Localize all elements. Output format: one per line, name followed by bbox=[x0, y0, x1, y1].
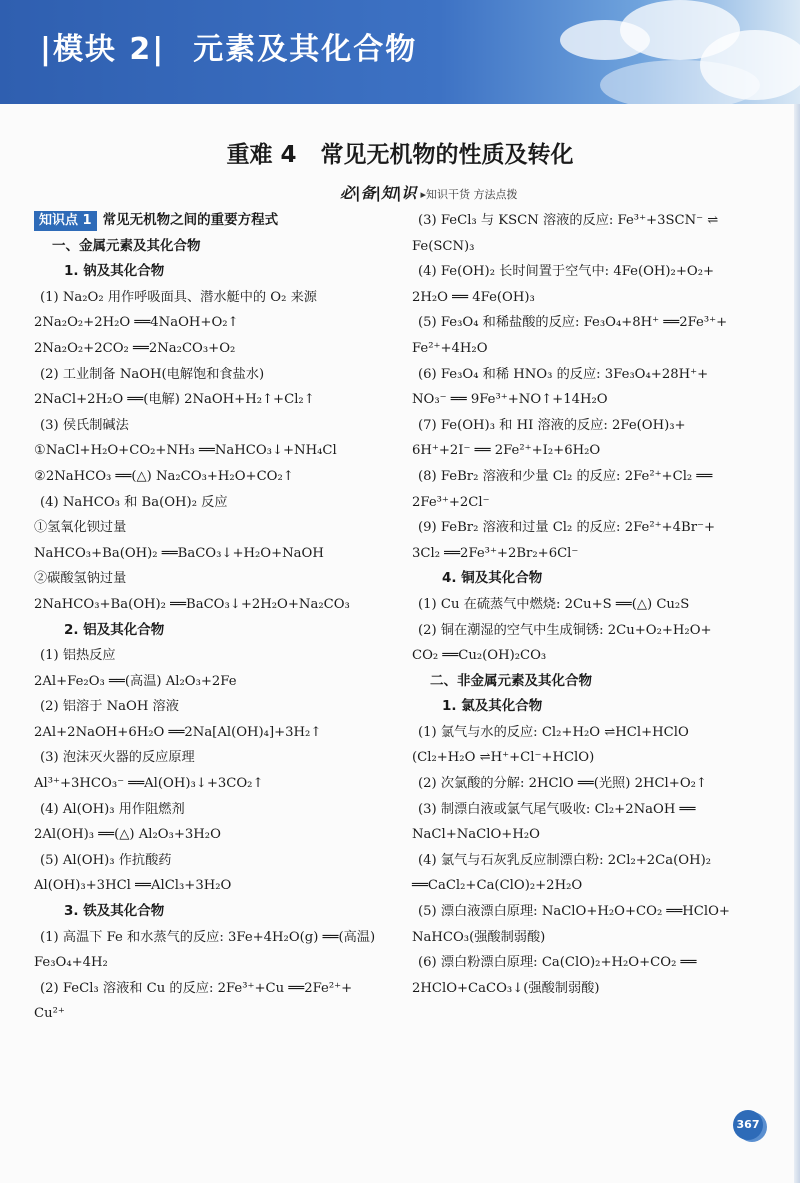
equation-line: Fe₃O₄+4H₂ bbox=[34, 955, 108, 971]
section-label: 重难 4 bbox=[226, 142, 297, 168]
equation-line: (2) 次氯酸的分解: 2HClO ══(光照) 2HCl+O₂↑ bbox=[418, 776, 707, 792]
equation-line: NaHCO₃+Ba(OH)₂ ══BaCO₃↓+H₂O+NaOH bbox=[34, 545, 324, 561]
equation-line: 2Al+Fe₂O₃ ══(高温) Al₂O₃+2Fe bbox=[34, 673, 237, 689]
equation-line: (2) 工业制备 NaOH(电解饱和食盐水) bbox=[40, 366, 265, 382]
equation-line: 2Fe³⁺+2Cl⁻ bbox=[412, 494, 490, 510]
equation-line: (1) 高温下 Fe 和水蒸气的反应: 3Fe+4H₂O(g) ══(高温) bbox=[40, 929, 376, 945]
equation-line: 2Al(OH)₃ ══(△) Al₂O₃+3H₂O bbox=[34, 827, 221, 843]
equation-line: (4) 氯气与石灰乳反应制漂白粉: 2Cl₂+2Ca(OH)₂ bbox=[418, 852, 712, 868]
equation-line: (5) 漂白液漂白原理: NaClO+H₂O+CO₂ ══HClO+ bbox=[418, 904, 730, 920]
equation-line: ①氢氧化钡过量 bbox=[34, 520, 127, 536]
equation-line: 2H₂O ══ 4Fe(OH)₃ bbox=[412, 289, 535, 305]
module-banner bbox=[0, 0, 800, 104]
equation-line: 3Cl₂ ══2Fe³⁺+2Br₂+6Cl⁻ bbox=[412, 545, 579, 561]
equation-line: (3) 侯氏制碱法 bbox=[40, 417, 129, 433]
equation-line: 2Na₂O₂+2CO₂ ══2Na₂CO₃+O₂ bbox=[34, 340, 236, 356]
right-column bbox=[412, 208, 768, 1001]
equation-line: (5) Fe₃O₄ 和稀盐酸的反应: Fe₃O₄+8H⁺ ══2Fe³⁺+ bbox=[418, 315, 728, 331]
equation-line: ②2NaHCO₃ ══(△) Na₂CO₃+H₂O+CO₂↑ bbox=[34, 468, 294, 484]
section-title: 常见无机物的性质及转化 bbox=[320, 142, 574, 168]
equation-line: (Cl₂+H₂O ⇌H⁺+Cl⁻+HClO) bbox=[412, 750, 595, 766]
equation-line: (6) Fe₃O₄ 和稀 HNO₃ 的反应: 3Fe₃O₄+28H⁺+ bbox=[418, 366, 709, 382]
equation-line: (8) FeBr₂ 溶液和少量 Cl₂ 的反应: 2Fe²⁺+Cl₂ ══ bbox=[418, 468, 713, 484]
equation-line: (4) Al(OH)₃ 用作阻燃剂 bbox=[40, 801, 185, 817]
equation-line: (5) Al(OH)₃ 作抗酸药 bbox=[40, 852, 172, 868]
section-subheading: 4. 铜及其化合物 bbox=[442, 570, 543, 587]
equation-line: Fe²⁺+4H₂O bbox=[412, 340, 488, 356]
must-know-sub: ▸知识干货 方法点拨 bbox=[420, 188, 518, 201]
equation-line: 2Al+2NaOH+6H₂O ══2Na[Al(OH)₄]+3H₂↑ bbox=[34, 724, 322, 740]
equation-line: (3) 泡沫灭火器的反应原理 bbox=[40, 750, 195, 766]
section-subheading: 1. 氯及其化合物 bbox=[442, 698, 543, 715]
equation-line: 2Na₂O₂+2H₂O ══4NaOH+O₂↑ bbox=[34, 315, 239, 331]
equation-line: CO₂ ══Cu₂(OH)₂CO₃ bbox=[412, 648, 547, 664]
equation-line: NaHCO₃(强酸制弱酸) bbox=[412, 929, 546, 945]
equation-line: ══CaCl₂+Ca(ClO)₂+2H₂O bbox=[412, 878, 583, 894]
equation-line: (4) Fe(OH)₂ 长时间置于空气中: 4Fe(OH)₂+O₂+ bbox=[418, 264, 715, 280]
equation-line: (3) FeCl₃ 与 KSCN 溶液的反应: Fe³⁺+3SCN⁻ ⇌ bbox=[418, 213, 719, 228]
knowledge-point-header bbox=[34, 208, 406, 234]
banner-title bbox=[40, 24, 417, 68]
equation-line: (1) 铝热反应 bbox=[40, 648, 116, 664]
left-column bbox=[34, 208, 406, 1027]
equation-line: (3) 制漂白液或氯气尾气吸收: Cl₂+2NaOH ══ bbox=[418, 801, 696, 817]
page-edge bbox=[794, 104, 800, 1183]
equation-line: 6H⁺+2I⁻ ══ 2Fe²⁺+I₂+6H₂O bbox=[412, 443, 601, 459]
section-heading bbox=[0, 136, 800, 169]
equation-line: Cu²⁺ bbox=[34, 1006, 65, 1022]
equation-line: 2NaCl+2H₂O ══(电解) 2NaOH+H₂↑+Cl₂↑ bbox=[34, 392, 315, 408]
knowledge-point-title: 常见无机物之间的重要方程式 bbox=[102, 212, 279, 228]
equation-line: (1) 氯气与水的反应: Cl₂+H₂O ⇌HCl+HClO bbox=[418, 724, 689, 740]
equation-line: (9) FeBr₂ 溶液和过量 Cl₂ 的反应: 2Fe²⁺+4Br⁻+ bbox=[418, 520, 716, 536]
must-know-label: 必|备|知|识 ▸知识干货 方法点拨 bbox=[340, 184, 518, 202]
equation-line: (2) 铝溶于 NaOH 溶液 bbox=[40, 699, 179, 715]
equation-line: 2NaHCO₃+Ba(OH)₂ ══BaCO₃↓+2H₂O+Na₂CO₃ bbox=[34, 596, 350, 612]
equation-line: Al³⁺+3HCO₃⁻ ══Al(OH)₃↓+3CO₂↑ bbox=[34, 776, 264, 792]
equation-line: 2HClO+CaCO₃↓(强酸制弱酸) bbox=[412, 980, 600, 996]
equation-line: (2) FeCl₃ 溶液和 Cu 的反应: 2Fe³⁺+Cu ══2Fe²⁺+ bbox=[40, 980, 353, 996]
module-title: 元素及其化合物 bbox=[193, 32, 418, 67]
equation-line: (2) 铜在潮湿的空气中生成铜锈: 2Cu+O₂+H₂O+ bbox=[418, 622, 712, 638]
equation-line: ②碳酸氢钠过量 bbox=[34, 571, 127, 587]
section-subheading: 3. 铁及其化合物 bbox=[64, 903, 165, 920]
section-subheading: 2. 铝及其化合物 bbox=[64, 621, 165, 638]
equation-line: Al(OH)₃+3HCl ══AlCl₃+3H₂O bbox=[34, 878, 232, 894]
equation-line: (1) Na₂O₂ 用作呼吸面具、潜水艇中的 O₂ 来源 bbox=[40, 289, 317, 305]
equation-line: (1) Cu 在硫蒸气中燃烧: 2Cu+S ══(△) Cu₂S bbox=[418, 596, 690, 612]
module-label: |模块 2| bbox=[40, 32, 166, 67]
equation-line: (6) 漂白粉漂白原理: Ca(ClO)₂+H₂O+CO₂ ══ bbox=[418, 955, 697, 971]
section-subheading: 二、非金属元素及其化合物 bbox=[430, 672, 592, 689]
page-number: 367 bbox=[733, 1110, 763, 1140]
section-subheading: 1. 钠及其化合物 bbox=[64, 263, 165, 280]
equation-line: NO₃⁻ ══ 9Fe³⁺+NO↑+14H₂O bbox=[412, 392, 608, 408]
equation-line: ①NaCl+H₂O+CO₂+NH₃ ══NaHCO₃↓+NH₄Cl bbox=[34, 443, 337, 459]
section-subheading: 一、金属元素及其化合物 bbox=[52, 237, 201, 254]
equation-line: Fe(SCN)₃ bbox=[412, 238, 475, 254]
equation-line: (4) NaHCO₃ 和 Ba(OH)₂ 反应 bbox=[40, 494, 228, 510]
equation-line: (7) Fe(OH)₃ 和 HI 溶液的反应: 2Fe(OH)₃+ bbox=[418, 417, 686, 433]
equation-line: NaCl+NaClO+H₂O bbox=[412, 827, 540, 843]
knowledge-point-tag: 知识点 1 bbox=[34, 211, 97, 231]
